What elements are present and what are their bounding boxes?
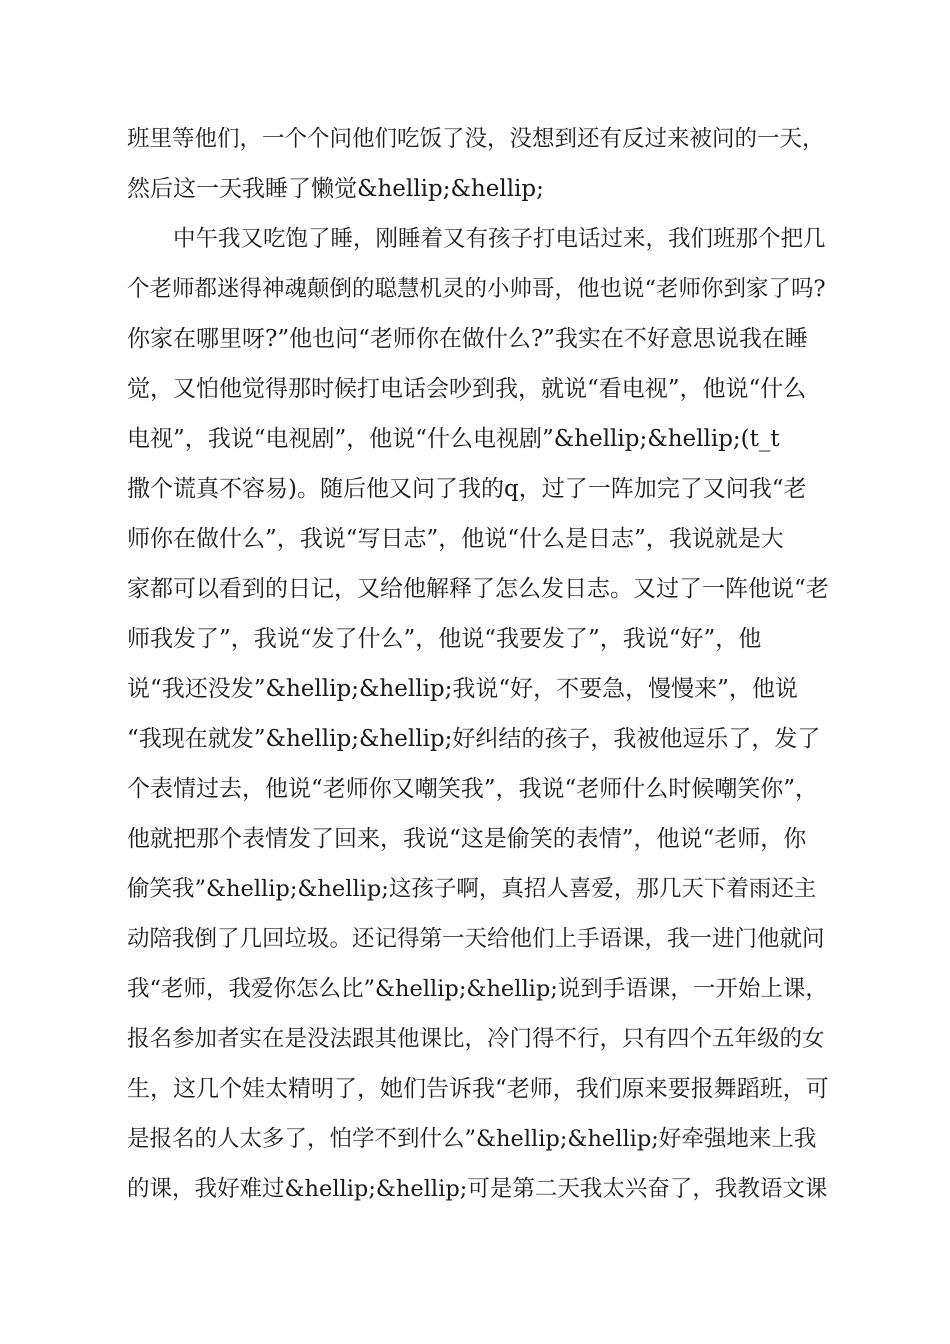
text-line: 你家在哪里呀?”他也问“老师你在做什么?”我实在不好意思说我在睡	[127, 326, 808, 352]
text-line: 的课，我好难过&hellip;&hellip;可是第二天我太兴奋了，我教语文课	[127, 1176, 828, 1202]
text-line: 班里等他们，一个个问他们吃饭了没，没想到还有反过来被问的一天，	[127, 126, 825, 152]
text-line: 师我发了”，我说“发了什么”，他说“我要发了”，我说“好”，他	[127, 626, 762, 652]
text-line: 生，这几个娃太精明了，她们告诉我“老师，我们原来要报舞蹈班，可	[127, 1076, 829, 1102]
paragraph-first-line: 中午我又吃饱了睡，刚睡着又有孩子打电话过来，我们班那个把几	[173, 226, 826, 252]
text-line: 我“老师，我爱你怎么比”&hellip;&hellip;说到手语课，一开始上课，	[127, 976, 828, 1002]
text-line: 说“我还没发”&hellip;&hellip;我说“好，不要急，慢慢来”，他说	[127, 676, 798, 702]
text-line: 电视”，我说“电视剧”，他说“什么电视剧”&hellip;&hellip;(t_t	[127, 426, 780, 452]
text-line: 个表情过去，他说“老师你又嘲笑我”，我说“老师什么时候嘲笑你”，	[127, 776, 819, 802]
text-line: 师你在做什么”，我说“写日志”，他说“什么是日志”，我说就是大	[127, 526, 784, 552]
text-line: 撒个谎真不容易)。随后他又问了我的q，过了一阵加完了又问我“老	[127, 476, 807, 502]
text-line: 家都可以看到的日记，又给他解释了怎么发日志。又过了一阵他说“老	[127, 576, 829, 602]
text-line: “我现在就发”&hellip;&hellip;好纠结的孩子，我被他逗乐了，发了	[127, 726, 821, 752]
text-line: 报名参加者实在是没法跟其他课比，冷门得不行，只有四个五年级的女	[127, 1026, 825, 1052]
text-line: 偷笑我”&hellip;&hellip;这孩子啊，真招人喜爱，那几天下着雨还主	[127, 876, 817, 902]
text-line: 动陪我倒了几回垃圾。还记得第一天给他们上手语课，我一进门他就问	[127, 926, 825, 952]
text-line: 觉，又怕他觉得那时候打电话会吵到我，就说“看电视”，他说“什么	[127, 376, 807, 402]
text-line: 他就把那个表情发了回来，我说“这是偷笑的表情”，他说“老师，你	[127, 826, 807, 852]
text-line: 个老师都迷得神魂颠倒的聪慧机灵的小帅哥，他也说“老师你到家了吗?	[127, 276, 826, 302]
text-line: 然后这一天我睡了懒觉&hellip;&hellip;	[127, 176, 544, 202]
text-line: 是报名的人太多了，怕学不到什么”&hellip;&hellip;好牵强地来上我	[127, 1126, 817, 1152]
